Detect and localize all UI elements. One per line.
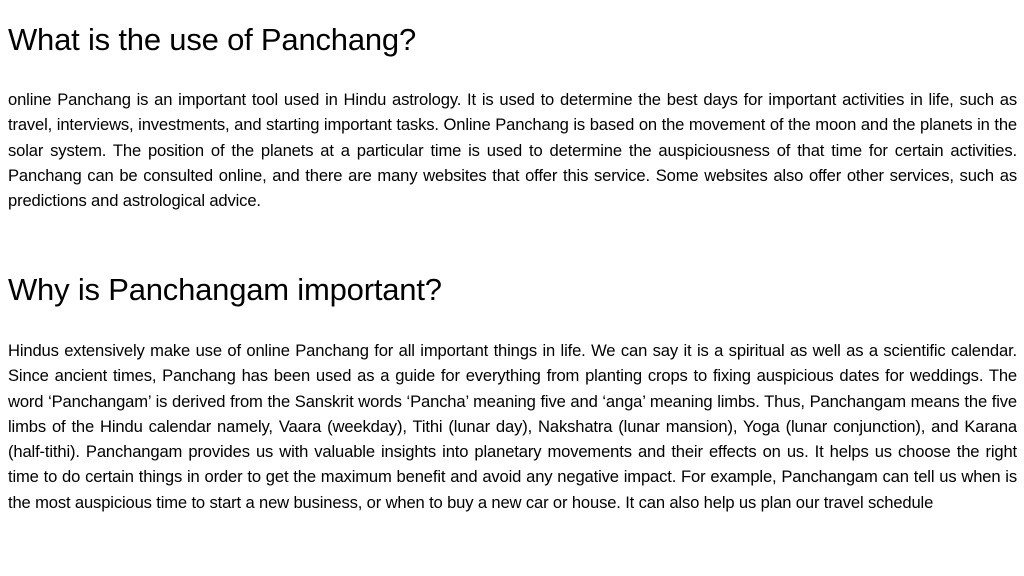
section-body-use-of-panchang: online Panchang is an important tool used in Hindu astrology. It is used to determine the best days for important activities in life, such as travel, interviews, investments, and starting important tasks. Online Panchang is based on the movement of the moon and the planets in the solar system. The position of the planets at a particular time is used to determine the auspiciousness of that time for certain activities. Panchang can be consulted online, and there are many websites that offer this service. Some websites also offer other services, such as predictions and astrological advice. [8, 90, 1017, 211]
section-heading-why-panchangam-important: Why is Panchangam important? [8, 272, 442, 307]
section-heading-use-of-panchang: What is the use of Panchang? [8, 22, 416, 57]
section-body-why-panchangam-important: Hindus extensively make use of online Panchang for all important things in life. We can say it is a spiritual as well as a scientific calendar. Since ancient times, Panchang has been used as a guide for everything from planting crops to fixing auspicious dates for weddings. The word ‘Panchangam’ is derived from the Sanskrit words ‘Pancha’ meaning five and ‘anga’ meaning limbs. Thus, Panchangam means the five limbs of the Hindu calendar namely, Vaara (weekday), Tithi (lunar day), Nakshatra (lunar mansion), Yoga (lunar conjunction), and Karana (half-tithi). Panchangam provides us with valuable insights into planetary movements and their effects on us. It helps us choose the right time to do certain things in order to get the maximum benefit and avoid any negative impact. For example, Panchangam can tell us when is the most auspicious time to start a new business, or when to buy a new car or house. It can also help us plan our travel schedule [8, 341, 1017, 512]
